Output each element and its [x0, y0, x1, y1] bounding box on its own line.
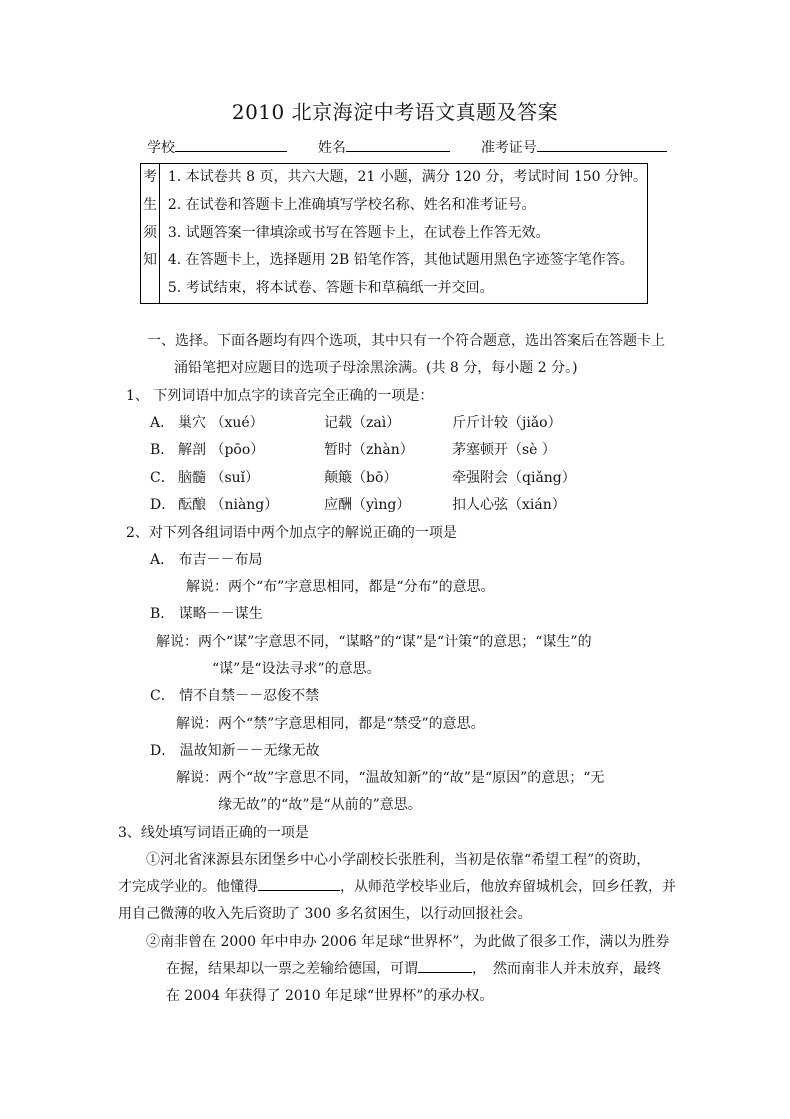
- q1-stem: 1、 下列词语中加点字的读音完全正确的一项是：: [126, 388, 434, 404]
- q2-option-c: C． 情不自禁－－忍俊不禁: [150, 688, 320, 704]
- q1-option-item: 斤斤计较（jiǎo）: [452, 415, 562, 431]
- q2-explanation-a: 解说：两个“布”字意思相同，都是“分布”的意思。: [186, 579, 495, 595]
- q3-passage1-line1: ①河北省涞源县东团堡乡中心小学副校长张胜利，当初是依靠“希望工程”的资助，: [146, 852, 651, 868]
- q3-passage2-line3: 在 2004 年获得了 2010 年足球“世界杯”的承办权。: [166, 988, 494, 1004]
- q1-option-item: 记载（zaì）: [324, 415, 401, 431]
- q1-option-item: 茅塞顿开（sè ）: [452, 442, 556, 458]
- q1-option-item: 巢穴 （xué）: [178, 415, 264, 431]
- exam-no-blank[interactable]: [537, 137, 667, 152]
- notice-items: [159, 164, 647, 304]
- q2-stem: 2、对下列各组词语中两个加点字的解说正确的一项是: [126, 525, 457, 541]
- school-label: 学校: [147, 140, 175, 156]
- q3-passage1-line3: 用自己微薄的收入先后资助了 300 多名贫困生，以行动回报社会。: [118, 906, 532, 922]
- q3-passage2-line1: ②南非曾在 2000 年中申办 2006 年足球“世界杯”，为此做了很多工作，满以为胜券: [146, 934, 670, 950]
- q3-passage1-text: 才完成学业的。他懂得: [118, 879, 258, 895]
- page-title: 2010 北京海淀中考语文真题及答案: [231, 100, 559, 124]
- notice-item: 2. 在试卷和答题卡上准确填写学校名称、姓名和准考证号。: [167, 196, 536, 213]
- notice-item: 5. 考试结束，将本试卷、答题卡和草稿纸一并交回。: [167, 280, 494, 297]
- q1-option-item: 颠簸（bō）: [324, 470, 398, 486]
- notice-header-char: 生: [142, 196, 157, 213]
- q1-option-item: 酝酿 （niàng）: [178, 497, 279, 513]
- q3-passage1-line2: [118, 876, 676, 896]
- q3-passage2-text: ， 然而南非人并未放弃，最终: [472, 961, 661, 977]
- name-blank[interactable]: [346, 137, 450, 152]
- exam-no-label: 准考证号: [480, 140, 537, 156]
- q3-passage2-line2: [166, 958, 661, 978]
- q1-option-item: 应酬（yìng）: [324, 497, 411, 513]
- q3-passage2-text: 在握，结果却以一票之差输给德国，可谓: [166, 961, 418, 977]
- q1-option-letter: D．: [150, 497, 176, 513]
- notice-item: 1. 本试卷共 8 页，共六大题，21 小题，满分 120 分，考试时间 150 分钟。: [167, 169, 647, 185]
- q2-explanation-d-cont: 缘无故”的“故”是“从前的”意思。: [218, 797, 422, 813]
- q1-option-item: 解剖 （pōo）: [178, 442, 265, 458]
- q1-option-item: 暂时（zhàn）: [324, 442, 414, 458]
- school-blank[interactable]: [175, 137, 287, 152]
- info-line: [147, 137, 667, 157]
- q2-explanation-c: 解说：两个“禁”字意思相同，都是“禁受”的意思。: [176, 716, 485, 732]
- q3-passage1-text: ，从师范学校毕业后，他放弃留城机会，回乡任教，并: [340, 879, 676, 895]
- section1-line2: 涌铅笔把对应题目的选项子母涂黑涂满。(共 8 分，每小题 2 分。): [174, 360, 578, 376]
- q2-explanation-b-cont: “谋”是“设法寻求”的意思。: [212, 661, 381, 677]
- q1-option-letter: B．: [150, 442, 175, 458]
- name-label: 姓名: [317, 140, 346, 156]
- q1-option-item: 脑髓 （suǐ）: [178, 470, 260, 486]
- notice-header-char: 须: [142, 224, 157, 241]
- q3-blank-2[interactable]: [418, 958, 472, 973]
- notice-item: 3. 试题答案一律填涂或书写在答题卡上，在试卷上作答无效。: [167, 224, 550, 241]
- q2-explanation-b: 解说：两个“谋”字意思不同，“谋略”的“谋”是“计策“的意思；“谋生”的: [156, 634, 592, 650]
- q2-option-b: B． 谋略－－谋生: [150, 606, 263, 622]
- q3-blank-1[interactable]: [258, 876, 340, 891]
- notice-header-char: 知: [142, 252, 157, 269]
- q2-option-a: A． 布吉－－布局: [150, 552, 263, 568]
- exam-notice-box: [140, 163, 648, 304]
- q2-option-d: D． 温故知新－－无缘无故: [150, 743, 320, 759]
- notice-header-char: 考: [142, 169, 157, 185]
- notice-header: [141, 164, 160, 304]
- q1-option-letter: A．: [150, 415, 175, 431]
- q1-option-item: 扣人心弦（xián）: [452, 497, 566, 513]
- q3-stem: 3、线处填写词语正确的一项是: [118, 825, 309, 841]
- q1-option-item: 牵强附会（qiǎng）: [452, 470, 576, 486]
- q2-explanation-d: 解说：两个“故”字意思不同，“温故知新”的“故”是“原因”的意思；“无: [176, 770, 605, 786]
- q1-option-letter: C．: [150, 470, 175, 486]
- section1-line1: 一、选择。下面各题均有四个选项，其中只有一个符合题意，选出答案后在答题卡上: [147, 333, 665, 349]
- notice-item: 4. 在答题卡上，选择题用 2B 铅笔作答，其他试题用黑色字迹签字笔作答。: [167, 252, 634, 269]
